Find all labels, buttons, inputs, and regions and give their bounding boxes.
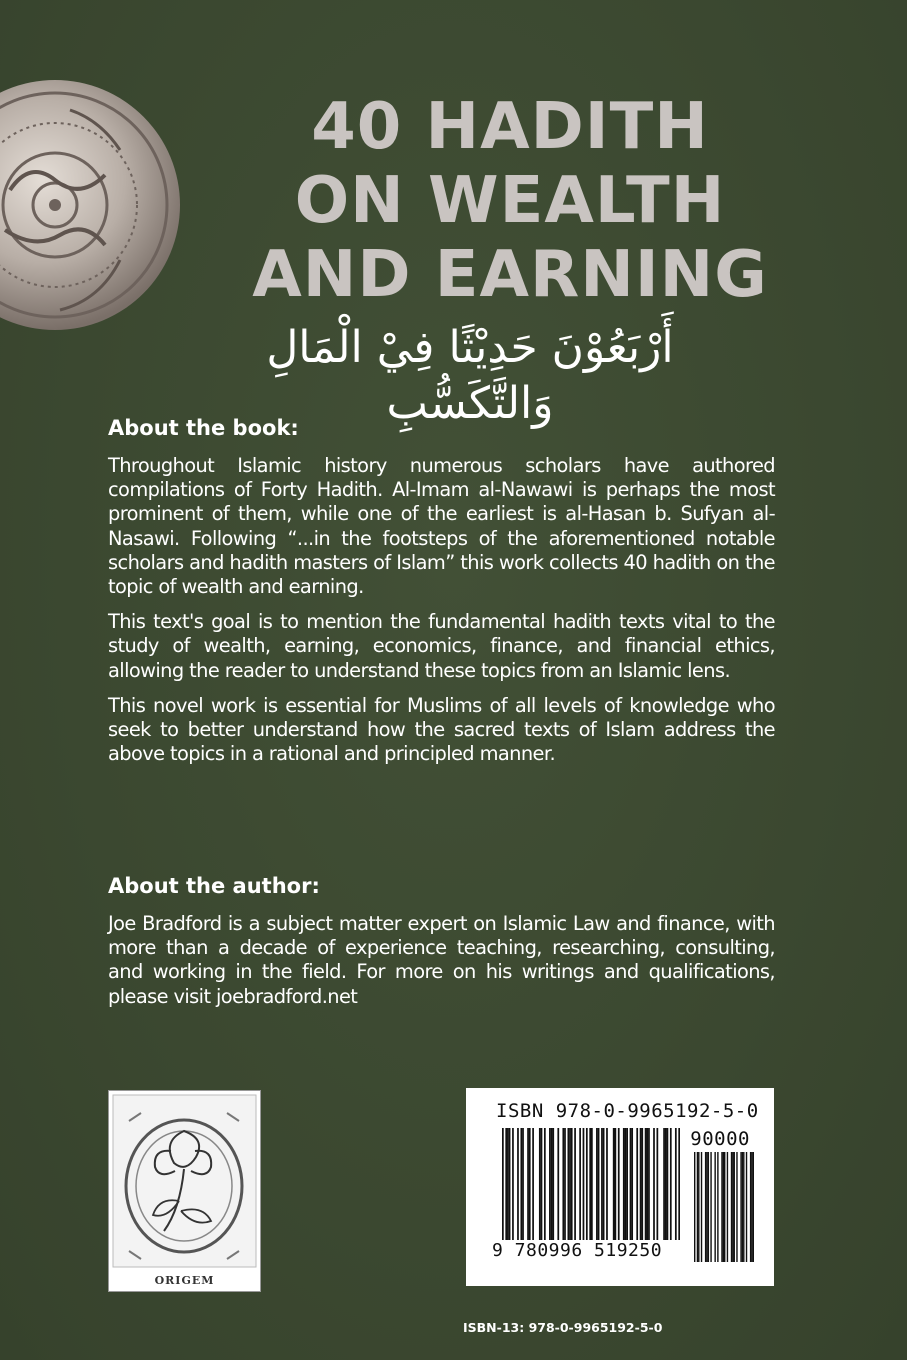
barcode-bar [714,1152,715,1262]
barcode-bar [589,1128,591,1240]
publisher-logo [108,1090,261,1292]
barcode-bar [532,1128,534,1240]
barcode-bar [579,1128,581,1240]
barcode-bar [670,1128,672,1240]
about-author-paragraph: Joe Bradford is a subject matter expert on Islamic Law and finance, with more than a decade of experience teaching, researching, consulting, and working in the field. For more on his writings and qualifications, please visit joebradford.net [108,912,775,1008]
barcode-bar [591,1128,593,1240]
barcode-bar [522,1128,524,1240]
barcode-bar [502,1128,504,1240]
barcode-bar [571,1128,573,1240]
barcode-bar [646,1128,648,1240]
barcode-bar [727,1152,728,1262]
barcode-bar [636,1128,638,1240]
about-book-paragraph: This text's goal is to mention the fundamental hadith texts vital to the study of wealth, earning, economics, finance, and financial ethics, allowing the reader to understand these topics from an Islamic lens. [108,610,775,682]
barcode-bar [569,1128,571,1240]
publisher-name: ORIGEM [154,1274,215,1287]
barcode-bar [507,1128,509,1240]
barcode-bar [731,1152,732,1262]
barcode-panel [466,1088,774,1286]
barcode-isbn-label: ISBN 978-0-9965192-5-0 [496,1100,759,1122]
barcode-bar [663,1128,665,1240]
about-book-paragraph: Throughout Islamic history numerous scholars have authored compilations of Forty Hadith. Al-Imam al-Nawawi is perhaps the most prominent of them, while one of the earliest is al-Hasan b. Sufyan al-Nasawi. Following “...in the footsteps of the aforementioned notable scholars and hadith masters of Islam” this work collects 40 hadith on the topic of wealth and earning. [108,454,775,599]
barcode-bar [697,1152,698,1262]
barcode-bar [708,1152,709,1262]
barcode-bar [583,1128,585,1240]
barcode-bar [551,1128,553,1240]
barcode-digits: 9 780996 519250 [492,1240,663,1261]
barcode-bar [724,1152,725,1262]
barcode-bar [665,1128,667,1240]
barcode-bar [544,1128,546,1240]
barcode-bar [562,1128,564,1240]
barcode-bar [603,1128,605,1240]
barcode-bar [717,1152,718,1262]
barcode-bar [721,1152,722,1262]
barcode-bar [653,1128,655,1240]
barcode-bar [567,1128,569,1240]
book-title [200,90,820,312]
barcode-bar [723,1152,724,1262]
isbn13-label: ISBN-13: 978-0-9965192-5-0 [463,1320,663,1335]
barcode-bar [753,1152,754,1262]
ean13-barcode [502,1128,680,1240]
barcode-bar [740,1152,741,1262]
barcode-bar [615,1128,617,1240]
about-book-heading: About the book: [108,416,299,440]
barcode-bar [678,1128,680,1240]
barcode-bar [630,1128,632,1240]
barcode-bar [505,1128,507,1240]
barcode-bar [509,1128,511,1240]
barcode-bar [734,1152,735,1262]
coin-image [0,70,190,340]
barcode-bar [698,1152,699,1262]
barcode-bar [675,1128,677,1240]
about-book-section [108,414,775,766]
barcode-bar [640,1128,642,1240]
barcode-bar [746,1152,747,1262]
price-addon-barcode [694,1152,754,1262]
barcode-bar [596,1128,598,1240]
title-line: AND EARNING [252,238,768,312]
barcode-bar [732,1152,733,1262]
barcode-bar [625,1128,627,1240]
barcode-bar [574,1128,576,1240]
barcode-bar [701,1152,702,1262]
flower-emblem-icon [109,1091,260,1271]
barcode-bar [631,1128,633,1240]
arabic-title: أَرْبَعُوْنَ حَدِيْثًا فِيْ الْمَالِ وَالتَّكَسُّبِ [266,322,674,429]
about-book-paragraph: This novel work is essential for Muslims of all levels of knowledge who seek to better understand how the sacred texts of Islam address the above topics in a rational and principled manner. [108,693,775,766]
barcode-bar [541,1128,543,1240]
barcode-bar [641,1128,643,1240]
barcode-bar [736,1152,737,1262]
barcode-bar [613,1128,615,1240]
barcode-bar [557,1128,559,1240]
barcode-bar [618,1128,620,1240]
barcode-bar [750,1152,751,1262]
barcode-bar [626,1128,628,1240]
barcode-bar [694,1152,695,1262]
barcode-bar [549,1128,551,1240]
barcode-bar [710,1152,711,1262]
barcode-price-code: 90000 [690,1128,750,1150]
barcode-bar [517,1128,519,1240]
barcode-bar [529,1128,531,1240]
title-line: 40 HADITH [311,90,709,164]
barcode-bar [564,1128,566,1240]
barcode-bar [645,1128,647,1240]
barcode-bar [656,1128,658,1240]
barcode-bar [601,1128,603,1240]
barcode-bar [598,1128,600,1240]
barcode-bar [623,1128,625,1240]
barcode-bar [552,1128,554,1240]
barcode-bar [705,1152,706,1262]
barcode-bar [527,1128,529,1240]
about-author-section [108,872,775,1009]
barcode-bar [706,1152,707,1262]
barcode-bar [667,1128,669,1240]
barcode-bar [539,1128,541,1240]
barcode-bar [520,1128,522,1240]
about-author-heading: About the author: [108,874,320,898]
barcode-bar [648,1128,650,1240]
barcode-bar [586,1128,588,1240]
barcode-bar [743,1152,744,1262]
title-line: ON WEALTH [294,164,726,238]
barcode-bar [606,1128,608,1240]
barcode-bar [512,1128,514,1240]
barcode-bar [751,1152,752,1262]
barcode-bar [742,1152,743,1262]
